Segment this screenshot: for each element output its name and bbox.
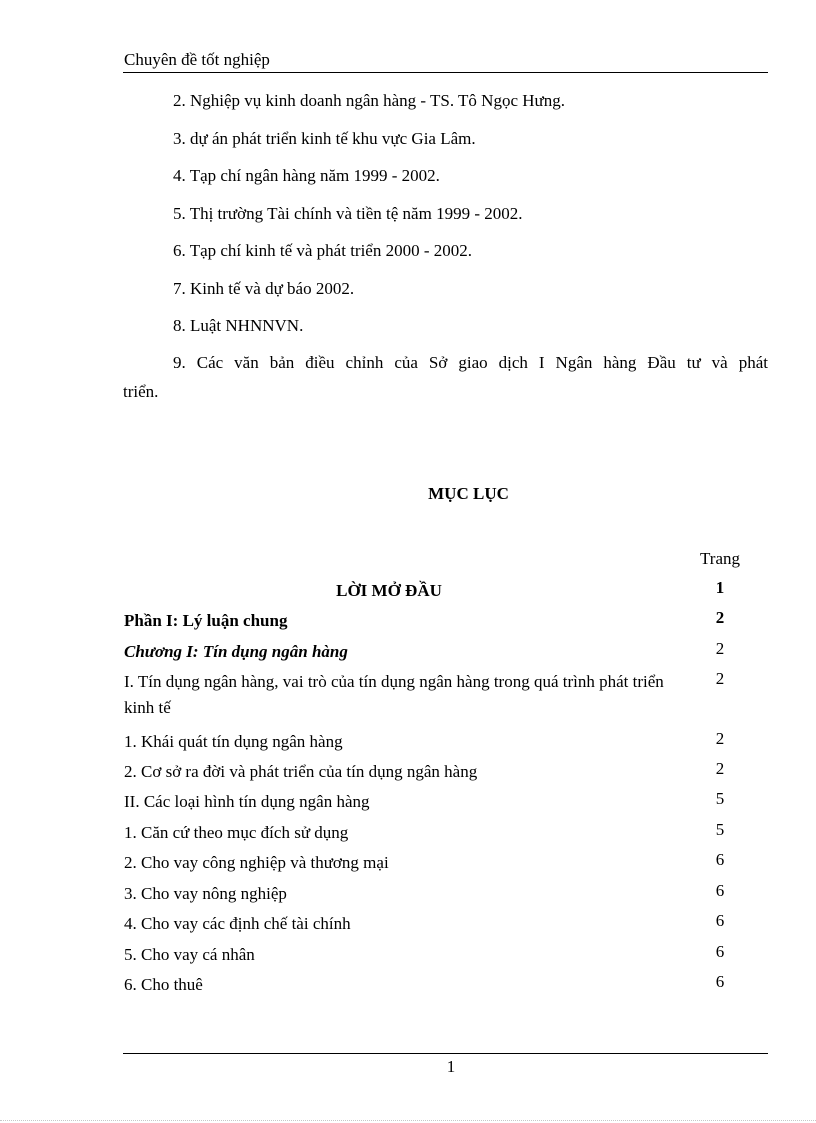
- toc-page-column-label: Trang: [700, 549, 740, 568]
- toc-entry-page: 2: [715, 729, 725, 748]
- toc-entry-text: II. Các loại hình tín dụng ngân hàng: [124, 792, 370, 811]
- toc-entry-text: I. Tín dụng ngân hàng, vai trò của tín dụng ngân hàng trong quá trình phát triển kinh tế: [124, 672, 664, 717]
- toc-entry-page: 6: [715, 881, 725, 900]
- reference-item-wrapped: [123, 346, 768, 404]
- toc-entry-page: 6: [715, 850, 725, 869]
- toc-entry-text: 6. Cho thuê: [124, 975, 203, 994]
- toc-entry-page: 6: [715, 972, 725, 991]
- page-boundary-dots: [0, 1120, 816, 1121]
- reference-item: 4. Tạp chí ngân hàng năm 1999 - 2002.: [173, 166, 440, 185]
- page-header: Chuyên đề tốt nghiệp: [124, 50, 270, 69]
- toc-entry-text: 4. Cho vay các định chế tài chính: [124, 914, 351, 933]
- toc-entry-page: 5: [715, 789, 725, 808]
- toc-entry-text: Chương I: Tín dụng ngân hàng: [124, 642, 348, 661]
- toc-entry-page: 1: [715, 578, 725, 597]
- footer-rule: [123, 1053, 768, 1054]
- toc-entry-page: 5: [715, 820, 725, 839]
- reference-line-continuation: triển.: [123, 382, 159, 401]
- reference-item: 7. Kinh tế và dự báo 2002.: [173, 279, 355, 298]
- toc-entry-text: LỜI MỞ ĐẦU: [336, 581, 442, 600]
- toc-entry-page: 6: [715, 942, 725, 961]
- toc-title: MỤC LỤC: [428, 484, 509, 503]
- toc-entry-text: 5. Cho vay cá nhân: [124, 945, 255, 964]
- toc-entry-page: 6: [715, 911, 725, 930]
- header-rule: [123, 72, 768, 73]
- toc-entry-text: 1. Khái quát tín dụng ngân hàng: [124, 732, 343, 751]
- reference-item: 6. Tạp chí kinh tế và phát triển 2000 - 2002.: [173, 241, 473, 260]
- reference-item: 3. dự án phát triển kinh tế khu vực Gia Lâm.: [173, 129, 476, 148]
- toc-entry-page: 2: [715, 639, 725, 658]
- reference-item: 5. Thị trường Tài chính và tiền tệ năm 1999 - 2002.: [173, 204, 523, 223]
- toc-entry-text: 3. Cho vay nông nghiệp: [124, 884, 287, 903]
- toc-entry-text: 1. Căn cứ theo mục đích sử dụng: [124, 823, 349, 842]
- toc-entry-text: Phần I: Lý luận chung: [124, 611, 288, 630]
- page-number: 1: [446, 1057, 456, 1076]
- toc-entry-page: 2: [715, 759, 725, 778]
- reference-item: 8. Luật NHNNVN.: [173, 316, 304, 335]
- toc-entry-text: 2. Cho vay công nghiệp và thương mại: [124, 853, 389, 872]
- toc-entry-page: 2: [715, 608, 725, 627]
- reference-line: 9. Các văn bản điều chỉnh của Sở giao dịch I Ngân hàng Đầu tư và phát: [173, 353, 768, 372]
- toc-entry-text: 2. Cơ sở ra đời và phát triển của tín dụng ngân hàng: [124, 762, 478, 781]
- reference-item: 2. Nghiệp vụ kinh doanh ngân hàng - TS. Tô Ngọc Hưng.: [173, 91, 565, 110]
- toc-entry-page: 2: [715, 669, 725, 688]
